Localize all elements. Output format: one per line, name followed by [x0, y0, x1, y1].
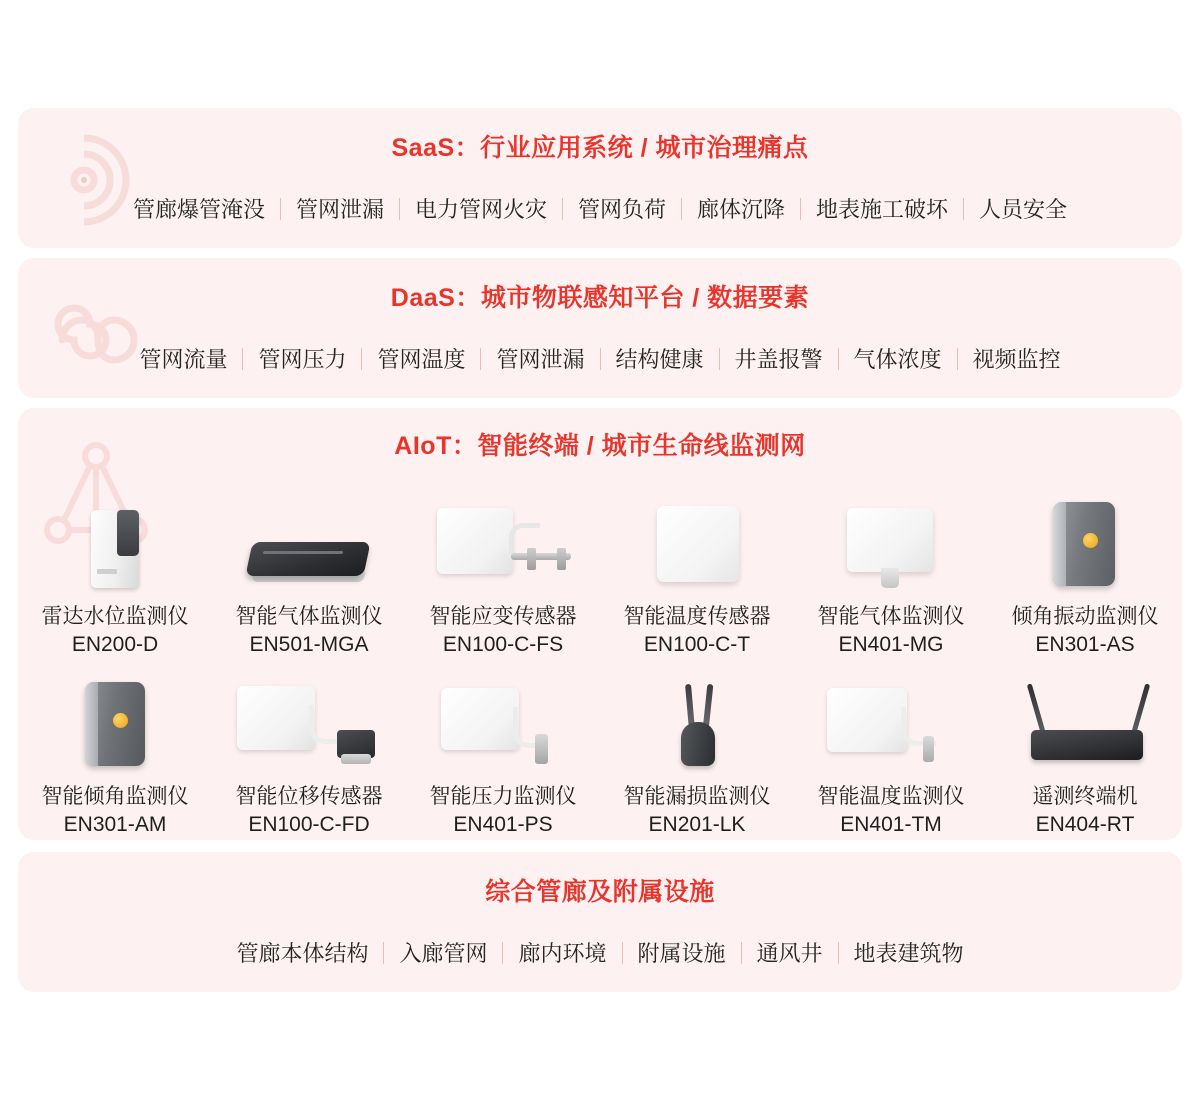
- device-card[interactable]: [803, 498, 979, 659]
- device-card[interactable]: [609, 498, 785, 659]
- device-card[interactable]: [415, 678, 591, 839]
- device-model: EN401-MG: [838, 632, 944, 656]
- gas-monitor-device-icon: [229, 498, 389, 590]
- strain-sensor-device-icon: [423, 498, 583, 590]
- tag-item: 附属设施: [637, 941, 726, 966]
- daas-title: DaaS：城市物联感知平台 / 数据要素: [390, 284, 810, 312]
- daas-tag-row: [18, 343, 1182, 374]
- tag-item: 气体浓度: [853, 347, 942, 372]
- displacement-sensor-device-icon: [229, 678, 389, 770]
- leak-monitor-device-icon: [617, 678, 777, 770]
- radar-water-level-device-icon: [35, 498, 195, 590]
- tag-item: 管网负荷: [577, 197, 666, 222]
- tag-item: 井盖报警: [734, 347, 823, 372]
- device-name: 倾角振动监测仪: [1011, 604, 1159, 628]
- device-name: 智能气体监测仪: [235, 604, 383, 628]
- infrastructure-title: 综合管廊及附属设施: [485, 878, 715, 906]
- device-card[interactable]: [415, 498, 591, 659]
- device-name: 遥测终端机: [1032, 784, 1138, 808]
- device-model: EN301-AS: [1035, 632, 1135, 656]
- tag-item: 结构健康: [615, 347, 704, 372]
- telemetry-terminal-device-icon: [1005, 678, 1165, 770]
- device-card[interactable]: [27, 678, 203, 839]
- tag-item: 入廊管网: [399, 941, 488, 966]
- device-name: 智能应变传感器: [429, 604, 577, 628]
- tilt-vibration-device-icon: [1005, 498, 1165, 590]
- device-card[interactable]: [803, 678, 979, 839]
- tilt-monitor-device-icon: [35, 678, 195, 770]
- device-name: 智能压力监测仪: [429, 784, 577, 808]
- device-name: 智能倾角监测仪: [41, 784, 189, 808]
- device-card[interactable]: [221, 678, 397, 839]
- temperature-monitor-device-icon: [811, 678, 971, 770]
- tag-item: 地表施工破坏: [816, 197, 949, 222]
- device-model: EN200-D: [71, 632, 159, 656]
- gas-sensor-device-icon: [811, 498, 971, 590]
- device-card[interactable]: [27, 498, 203, 659]
- device-name: 智能位移传感器: [235, 784, 383, 808]
- daas-panel: [18, 258, 1182, 398]
- device-model: EN401-PS: [453, 812, 553, 836]
- tag-item: 视频监控: [972, 347, 1061, 372]
- device-model: EN401-TM: [840, 812, 942, 836]
- device-row: [18, 658, 1182, 838]
- device-card[interactable]: [221, 498, 397, 659]
- saas-title: SaaS：行业应用系统 / 城市治理痛点: [391, 134, 809, 162]
- infrastructure-tag-row: [18, 937, 1182, 968]
- saas-panel: [18, 108, 1182, 248]
- temperature-sensor-device-icon: [617, 498, 777, 590]
- device-name: 智能气体监测仪: [817, 604, 965, 628]
- tag-item: 廊内环境: [518, 941, 607, 966]
- device-name: 智能温度传感器: [623, 604, 771, 628]
- pressure-monitor-device-icon: [423, 678, 583, 770]
- device-card[interactable]: [997, 678, 1173, 839]
- device-card[interactable]: [609, 678, 785, 839]
- device-row: [18, 478, 1182, 658]
- device-model: EN100-C-FS: [442, 632, 564, 656]
- tag-item: 管网压力: [258, 347, 347, 372]
- tag-item: 通风井: [756, 941, 823, 966]
- device-card[interactable]: [997, 498, 1173, 659]
- tag-item: 管网流量: [139, 347, 228, 372]
- tag-item: 人员安全: [979, 197, 1068, 222]
- device-name: 智能漏损监测仪: [623, 784, 771, 808]
- tag-item: 管网泄漏: [295, 197, 384, 222]
- device-model: EN100-C-FD: [248, 812, 370, 836]
- device-model: EN301-AM: [63, 812, 167, 836]
- device-grid: [18, 478, 1182, 838]
- device-model: EN501-MGA: [249, 632, 369, 656]
- tag-item: 地表建筑物: [853, 941, 964, 966]
- tag-item: 管网温度: [377, 347, 466, 372]
- device-name: 智能温度监测仪: [817, 784, 965, 808]
- infrastructure-panel: [18, 852, 1182, 992]
- tag-item: 电力管网火灾: [414, 197, 547, 222]
- tag-item: 廊体沉降: [697, 197, 786, 222]
- device-model: EN201-LK: [648, 812, 746, 836]
- aiot-title: AIoT：智能终端 / 城市生命线监测网: [394, 432, 806, 460]
- device-name: 雷达水位监测仪: [41, 604, 189, 628]
- tag-item: 管网泄漏: [496, 347, 585, 372]
- tag-item: 管廊本体结构: [236, 941, 369, 966]
- tag-item: 管廊爆管淹没: [132, 197, 265, 222]
- device-model: EN404-RT: [1035, 812, 1135, 836]
- device-model: EN100-C-T: [643, 632, 751, 656]
- aiot-panel: [18, 408, 1182, 840]
- saas-tag-row: [18, 193, 1182, 224]
